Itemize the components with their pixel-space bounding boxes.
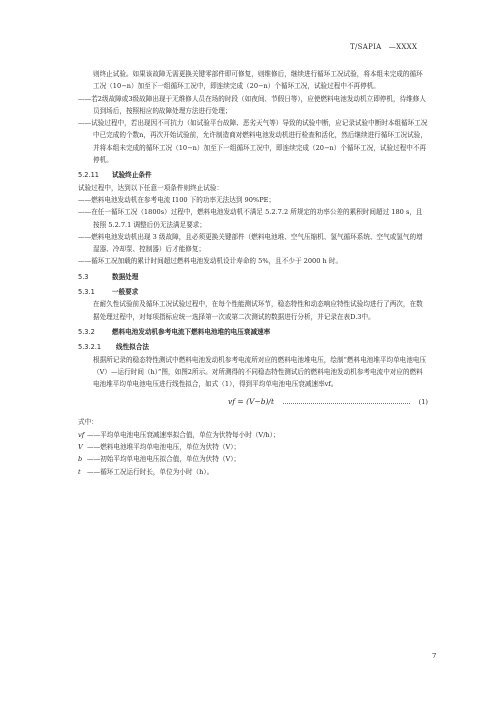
variable-description: ——平均单电池电压衰减速率拟合值，单位为伏特每小时（V/h）； xyxy=(87,430,280,439)
paragraph: 则终止试验。如果该故障无需更换关键零部件即可修复，则维修后，继续进行循环工况试验，将本组未完成的循环工况（10−n）加至下一组循环工况中，即连续完成（20−n）个循环工况，试验过程中不再停机。 xyxy=(93,70,423,91)
section-heading xyxy=(78,169,428,181)
section-title: 燃料电池发动机参考电流下燃料电池堆的电压衰减速率 xyxy=(112,327,271,336)
variable-definition xyxy=(78,429,428,441)
variable-description: ——循环工况运行时长，单位为小时（h）。 xyxy=(87,467,214,476)
document-body xyxy=(78,68,428,478)
formula-block xyxy=(78,393,428,413)
variable-description: ——燃料电池堆平均单电池电压，单位为伏特（V）； xyxy=(87,443,241,452)
variable-symbol: b xyxy=(78,455,83,464)
list-item: ——若2级故障或3级故障出现于无维修人员在场的时段（如夜间、节假日等），应使燃料电池发动机立即停机，待维修人员到场后，按照相应的故障处理方法进行处理； xyxy=(78,94,426,115)
section-number: 5.3.2 xyxy=(78,327,95,336)
variable-definition xyxy=(78,453,428,465)
list-item: ——燃料电池发动机出现 3 级故障，且必须更换关键部件（燃料电池堆、空气压缩机、氢气循环系统、空气或氢气的增湿器、冷却泵、控制器）后才能修复； xyxy=(78,232,423,254)
section-title: 线性拟合法 xyxy=(116,343,149,352)
formula-expression: vf = (V−b)/t xyxy=(228,397,274,407)
variable-definition xyxy=(78,441,428,453)
formula-number: (1) xyxy=(418,398,428,407)
paragraph: 在耐久性试验前及循环工况试验过程中，在每个性能测试环节，稳态特性和动态响应特性试验均进行了两次，在数据处理过程中，对每项指标应统一选择第一次或第二次测试的数据进行分析，并记录在表D.3中。 xyxy=(93,300,423,321)
section-title: 数据处理 xyxy=(112,272,139,281)
paragraph: 试验过程中，达到以下任意一项条件则终止试验： xyxy=(78,183,224,192)
section-heading xyxy=(78,326,428,338)
variable-symbol: V xyxy=(78,443,83,452)
section-title: 一般要求 xyxy=(112,288,139,297)
section-title: 试验终止条件 xyxy=(112,171,152,180)
paragraph: 根据所记录的稳态特性测试中燃料电池发动机参考电流所对应的燃料电池堆电压，绘制“燃料电池堆平均单电池电压（V）—运行时间（h）”图，如图2所示。对所测得的不同稳态特性测试后的燃料电池发动机参考电流中对应的燃料电池堆平均单电池电压进行线性拟合，如式（1），得到平均单电池电压衰减速率vf。 xyxy=(93,355,427,389)
page-number: 7 xyxy=(432,652,437,660)
formula-leader xyxy=(283,403,410,404)
variable-symbol: t xyxy=(78,467,81,476)
list-item: ——试验过程中，若出现因不可抗力（如试验平台故障、恶劣天气等）导致的试验中断，应记录试验中断时本组循环工况中已完成的个数n，再次开始试验前，允许制造商对燃料电池发动机进行检查和活化，然后继续进行循环工况试验，并将本组未完成的循环工况（10−n）加至下一组循环工况中，即连续完成（20−n）个循环工况，试验过程中不再停机。 xyxy=(78,119,428,165)
variable-definition xyxy=(78,466,428,478)
header-code: T/SAPIA —XXXX xyxy=(350,43,418,51)
section-heading xyxy=(78,271,428,283)
list-item: ——循环工况加载的累计时间超过燃料电池发动机设计寿命的 5%，且不少于 2000 h 时。 xyxy=(78,257,343,266)
section-number: 5.3.2.1 xyxy=(78,343,102,352)
where-label: 式中： xyxy=(78,418,98,427)
section-heading xyxy=(78,286,428,298)
variable-description: ——初始平均单电池电压拟合值，单位为伏特（V）； xyxy=(87,455,241,464)
section-number: 5.3.1 xyxy=(78,288,95,297)
list-item: ——燃料电池发动机在参考电流 I100 下的功率无法达到 90%PE； xyxy=(78,195,276,204)
section-heading xyxy=(78,341,428,353)
list-item: ——在任一循环工况（1800s）过程中，燃料电池发动机不满足 5.2.7.2 所规定的功率公差的累积时间超过 180 s，且按照 5.2.7.1 调整后仍无法满足要求； xyxy=(78,208,423,229)
variable-symbol: vf xyxy=(78,430,85,439)
section-number: 5.2.11 xyxy=(78,171,99,180)
section-number: 5.3 xyxy=(78,272,89,281)
